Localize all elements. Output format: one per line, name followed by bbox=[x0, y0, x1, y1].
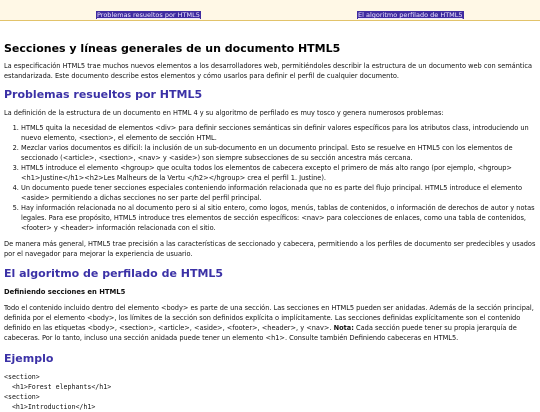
intro-paragraph: La especificación HTML5 trae muchos nuevos elementos a los desarrolladores web, permitiéndoles describir la estructura de un documento web con semántica estandarizada. Este documento describe estos elementos y cómo usarlos para definir el perfil de cualquier documento. bbox=[4, 62, 532, 80]
algorithm-subheading: Definiendo secciones en HTML5 bbox=[4, 288, 126, 296]
problem-item-2: 2. Mezclar varios documentos es difícil: la inclusión de un sub-documento en un documento principal. Esto se resuelve en HTML5 con los elementos de seccionado (<article>, <section>, <nav> y <aside>) son siempre subsecciones de su sección ancestra más cercana. bbox=[21, 143, 536, 163]
example-heading: Ejemplo bbox=[4, 352, 54, 365]
problems-lead: La definición de la estructura de un documento en HTML 4 y su algoritmo de perfilado es muy tosco y genera numerosos problemas: bbox=[4, 109, 444, 117]
problem-item-3: 3. HTML5 introduce el elemento <hgroup> que oculta todos los elementos de cabecera excepto el primero de más alto rango (por ejemplo, <hgroup> <h1>Justine</h1><h2>Les Malheurs de la Vertu </h2></hgroup> crea el perfil 1. Justine). bbox=[21, 163, 536, 183]
code-example bbox=[4, 372, 536, 412]
nav-link-algoritmo[interactable]: El algoritmo perfilado de HTML5 bbox=[358, 11, 463, 19]
code-line: <section> bbox=[4, 373, 40, 381]
problem-item-1: 1. HTML5 quita la necesidad de elementos <div> para definir secciones semánticas sin definir valores específicos para los atributos class, introduciendo un nuevo elemento, <section>, el elemento de sección HTML. bbox=[21, 123, 536, 143]
algorithm-text-after: Cada sección puede tener su propia jerarquía de cabeceras. Por lo tanto, incluso una sección anidada puede tener un elemento <h1>. Consulte también Definiendo cabeceras en HTML5. bbox=[4, 324, 517, 342]
article-content bbox=[0, 42, 540, 412]
algorithm-text-before: Todo el contenido incluido dentro del elemento <body> es parte de una sección. Las secciones en HTML5 pueden ser anidadas. Además de la sección principal, definida por el elemento <body>, los límites de la sección son definidos explícita o implícitamente. Las secciones definidas explícitamente son el contenido definido en las etiquetas <body>, <section>, <article>, <aside>, <footer>, <header>, y <nav>. bbox=[4, 304, 534, 332]
code-line: <h1>Introduction</h1> bbox=[4, 403, 96, 411]
problems-list bbox=[4, 123, 536, 233]
top-navigation bbox=[0, 0, 540, 21]
code-line: <section> bbox=[4, 393, 40, 401]
problem-item-4: 4. Un documento puede tener secciones especiales conteniendo información relacionada que no es parte del flujo principal. HTML5 introduce el elemento <aside> permitiendo a dichas secciones no ser parte del perfil principal. bbox=[21, 183, 536, 203]
code-line: <h1>Forest elephants</h1> bbox=[4, 383, 112, 391]
page-title: Secciones y líneas generales de un documento HTML5 bbox=[4, 42, 341, 55]
problems-closing: De manera más general, HTML5 trae precisión a las características de seccionado y cabecera, permitiendo a los perfiles de documento ser predecibles y usados por el navegador para mejorar la experiencia de usuario. bbox=[4, 240, 536, 258]
algorithm-paragraph bbox=[4, 303, 536, 343]
nav-link-problemas[interactable]: Problemas resueltos por HTML5 bbox=[97, 11, 200, 19]
algorithm-heading: El algoritmo de perfilado de HTML5 bbox=[4, 267, 224, 280]
problems-heading: Problemas resueltos por HTML5 bbox=[4, 88, 203, 101]
note-label: Nota: bbox=[333, 324, 354, 332]
problem-item-5: 5. Hay información relacionada no al documento pero si al sitio entero, como logos, menús, tablas de contenidos, o información de derechos de autor y notas legales. Para ese propósito, HTML5 introduce tres elementos de sección específicos: <nav> para colecciones de enlaces, como una tabla de contenidos, <footer> y <header> información relacionada con el sitio. bbox=[21, 203, 536, 233]
